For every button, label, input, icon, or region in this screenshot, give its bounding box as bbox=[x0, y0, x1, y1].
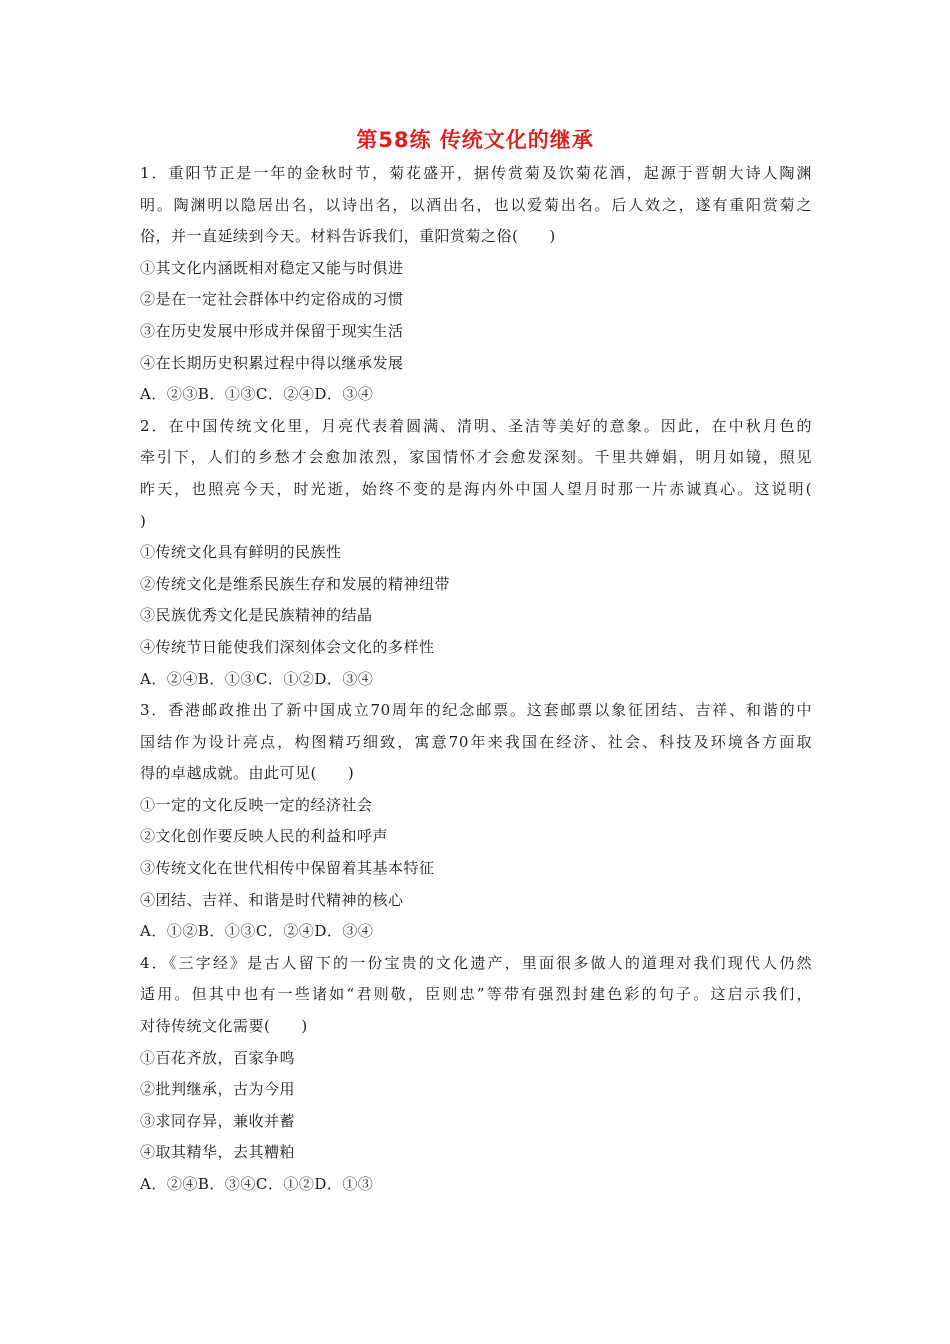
question-stem-line: 得的卓越成就。由此可见( ) bbox=[140, 764, 355, 783]
option-3: ③求同存异，兼收并蓄 bbox=[140, 1111, 296, 1130]
question-stem-line: 昨天，也照亮今天，时光逝，始终不变的是海内外中国人望月时那一片赤诚真心。这说明( bbox=[140, 479, 812, 498]
option-4: ④传统节日能使我们深刻体会文化的多样性 bbox=[140, 637, 435, 656]
question-stem-line: 牵引下，人们的乡愁才会愈加浓烈，家国情怀才会愈发深刻。千里共婵娟，明月如镜，照见 bbox=[140, 448, 812, 467]
option-4: ④团结、吉祥、和谐是时代精神的核心 bbox=[140, 890, 404, 909]
question-stem-line: 3．香港邮政推出了新中国成立70周年的纪念邮票。这套邮票以象征团结、吉祥、和谐的中 bbox=[140, 701, 812, 720]
question-stem-line: 1．重阳节正是一年的金秋时节，菊花盛开，据传赏菊及饮菊花酒，起源于晋朝大诗人陶渊 bbox=[140, 164, 812, 182]
answer-choices: A．①②B．①③C．②④D．③④ bbox=[140, 922, 374, 941]
option-3: ③民族优秀文化是民族精神的结晶 bbox=[140, 606, 373, 625]
answer-choices: A．②④B．①③C．①②D．③④ bbox=[140, 669, 374, 688]
option-2: ②文化创作要反映人民的利益和呼声 bbox=[140, 827, 389, 846]
option-1: ①百花齐放，百家争鸣 bbox=[140, 1048, 296, 1067]
option-2: ②批判继承，古为今用 bbox=[140, 1080, 296, 1099]
option-2: ②是在一定社会群体中约定俗成的习惯 bbox=[140, 290, 404, 309]
option-1: ①一定的文化反映一定的经济社会 bbox=[140, 795, 373, 814]
option-2: ②传统文化是维系民族生存和发展的精神纽带 bbox=[140, 574, 451, 593]
option-1: ①传统文化具有鲜明的民族性 bbox=[140, 543, 342, 562]
answer-choices: A．②③B．①③C．②④D．③④ bbox=[140, 385, 374, 404]
page-title: 第58练 传统文化的继承 bbox=[356, 128, 594, 152]
option-4: ④在长期历史积累过程中得以继承发展 bbox=[140, 353, 404, 372]
question-4 bbox=[140, 948, 812, 1201]
option-4: ④取其精华，去其糟粕 bbox=[140, 1143, 296, 1162]
question-stem-line: 适用。但其中也有一些诸如“君则敬，臣则忠”等带有强烈封建色彩的句子。这启示我们， bbox=[140, 985, 812, 1004]
option-3: ③在历史发展中形成并保留于现实生活 bbox=[140, 321, 404, 340]
question-3 bbox=[140, 695, 812, 948]
option-1: ①其文化内涵既相对稳定又能与时俱进 bbox=[140, 258, 404, 277]
question-stem-line: ) bbox=[140, 511, 147, 530]
question-2 bbox=[140, 411, 812, 695]
question-stem-line: 4．《三字经》是古人留下的一份宝贵的文化遗产，里面很多做人的道理对我们现代人仍然 bbox=[140, 953, 812, 972]
question-1 bbox=[140, 158, 812, 411]
question-stem-line: 2．在中国传统文化里，月亮代表着圆满、清明、圣洁等美好的意象。因此，在中秋月色的 bbox=[140, 416, 812, 435]
question-stem-line: 国结作为设计亮点，构图精巧细致，寓意70年来我国在经济、社会、科技及环境各方面取 bbox=[140, 732, 812, 751]
answer-choices: A．②④B．③④C．①②D．①③ bbox=[140, 1175, 374, 1193]
question-list bbox=[140, 158, 812, 1201]
question-stem-line: 俗，并一直延续到今天。材料告诉我们，重阳赏菊之俗( ) bbox=[140, 227, 556, 246]
option-3: ③传统文化在世代相传中保留着其基本特征 bbox=[140, 859, 435, 878]
question-stem-line: 对待传统文化需要( ) bbox=[140, 1017, 308, 1036]
question-stem-line: 明。陶渊明以隐居出名，以诗出名，以酒出名，也以爱菊出名。后人效之，遂有重阳赏菊之 bbox=[140, 195, 812, 214]
